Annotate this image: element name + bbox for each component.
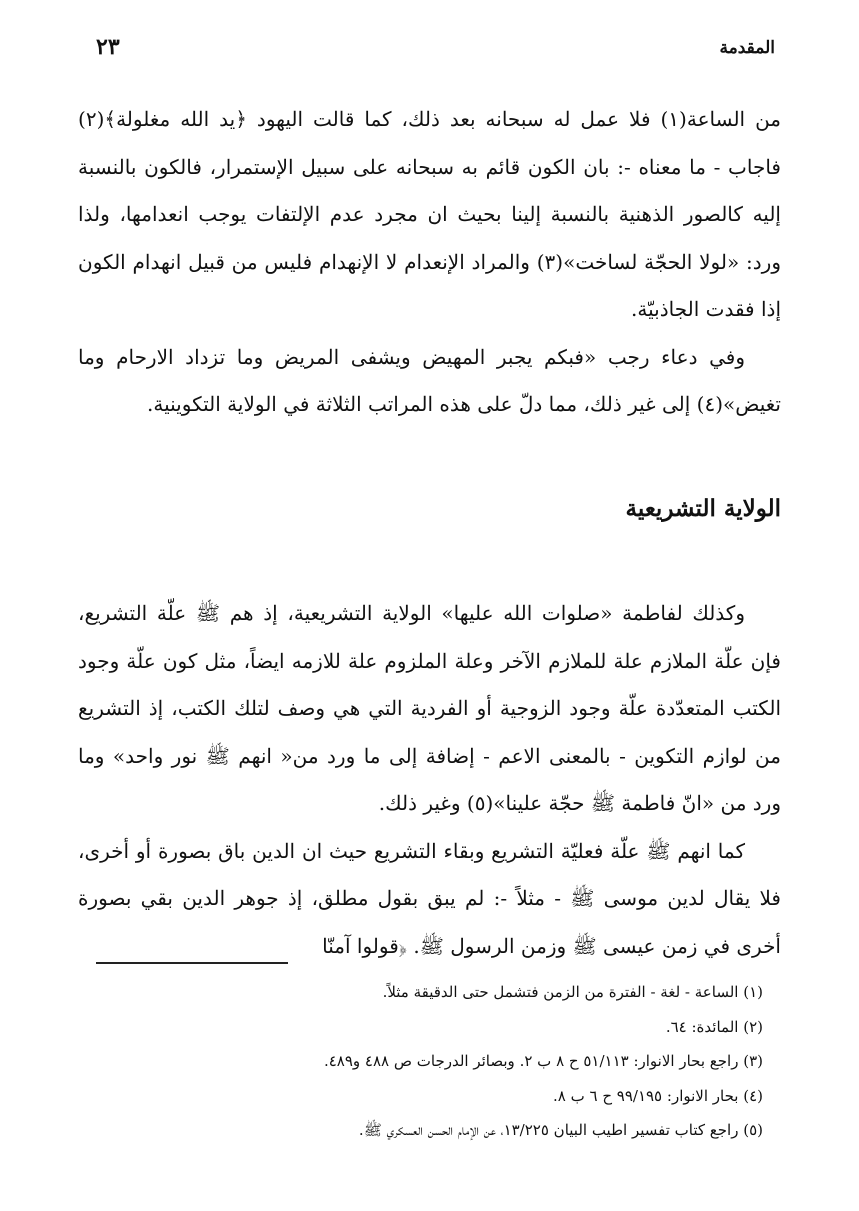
running-header: المقدمة bbox=[719, 38, 775, 58]
footnote-separator bbox=[96, 962, 288, 964]
footnote: (٢) المائدة: ٦٤. bbox=[665, 1017, 763, 1036]
paragraph: كما انهم ﷺ علّة فعليّة التشريع وبقاء التشريع حيث ان الدين باق بصورة أو أخرى، فلا يقال لدين موسى ﷺ - مثلاً -: لم يبق بقول مطلق، إذ جوهر الدين بقي بصورة أخرى في زمن عيسى ﷺ وزمن الرسول ﷺ. ﴿قولوا آمنّا bbox=[78, 838, 781, 958]
paragraph: وفي دعاء رجب «فبكم يجبر المهيض ويشفى المريض وما تزداد الارحام وما تغيض»(٤) إلى غير ذلك، مما دلّ على هذه المراتب الثلاثة في الولاية التكوينية. bbox=[78, 344, 781, 416]
paragraph: وكذلك لفاطمة «صلوات الله عليها» الولاية التشريعية، إذ هم ﷺ علّة التشريع، فإن علّة الملازم علة للملازم الآخر وعلة الملزوم علة للازمه ايضاً، مثل كون علّة وجود الكتب المتعدّدة علّة وجود الزوجية أو الفردية التي هي وصف لتلك الكتب، إذ التشريع من لوازم التكوين - بالمعنى الاعم - إضافة إلى ما ورد من« انهم ﷺ نور واحد» وما ورد من «انّ فاطمة ﷺ حجّة علينا»(٥) وغير ذلك. bbox=[78, 601, 781, 815]
page-number: ٢٣ bbox=[96, 34, 120, 60]
footnote: (٤) بحار الانوار: ٩٩/١٩٥ ح ٦ ب ٨. bbox=[552, 1086, 763, 1105]
paragraph: من الساعة(١) فلا عمل له سبحانه بعد ذلك، كما قالت اليهود ﴿يد الله مغلولة﴾(٢) فاجاب - ما معناه -: بان الكون قائم به سبحانه على سبيل الإستمرار، فالكون بالنسبة إليه كالصور الذهنية بالنسبة إلينا بحيث ان مجرد عدم الإلتفات يوجب انعدامها، ولذا ورد: «لولا الحجّة لساخت»(٣) والمراد الإنعدام لا الإنهدام فليس من قبيل انهدام الكون إذا فقدت الجاذبيّة. bbox=[78, 107, 782, 321]
footnote: (٥) راجع كتاب تفسير اطيب البيان ١٣/٢٢٥، عن الإمام الحسن العسكري ﷺ. bbox=[358, 1121, 763, 1139]
footnote: (١) الساعة - لغة - الفترة من الزمن فتشمل حتى الدقيقة مثلاً. bbox=[382, 983, 763, 1001]
section-heading: الولاية التشريعية bbox=[625, 494, 781, 522]
footnote: (٣) راجع بحار الانوار: ٥١/١١٣ ح ٨ ب ٢. وبصائر الدرجات ص ٤٨٨ و٤٨٩. bbox=[323, 1052, 763, 1070]
footnotes bbox=[90, 975, 763, 1148]
main-text bbox=[78, 96, 781, 970]
